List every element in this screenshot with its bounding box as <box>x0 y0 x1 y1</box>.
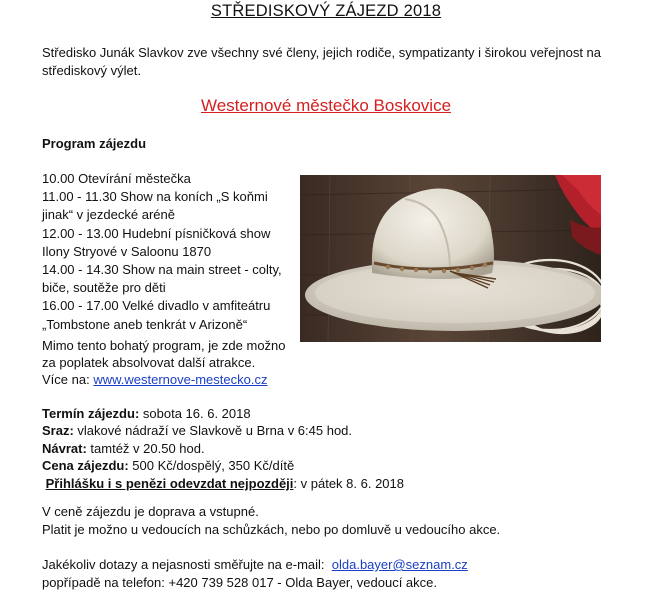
footer-line: V ceně zájezdu je doprava a vstupné. <box>42 504 259 519</box>
more-line: Mimo tento bohatý program, je zde možno <box>42 338 286 353</box>
schedule-list <box>42 170 294 334</box>
schedule-line: biče, soutěže pro děti <box>42 280 166 296</box>
program-heading: Program zájezdu <box>42 136 147 151</box>
more-line: za poplatek absolvovat další atrakce. <box>42 355 256 370</box>
contact-phone-line: popřípadě na telefon: +420 739 528 017 - Olda Bayer, vedoucí akce. <box>42 575 437 590</box>
more-info <box>42 337 302 388</box>
schedule-line: „Tombstone aneb tenkrát v Arizoně“ <box>42 316 248 332</box>
email-link[interactable]: olda.bayer@seznam.cz <box>331 557 468 572</box>
schedule-line: 11.00 - 11.30 Show na koních „S koňmi <box>42 189 268 205</box>
cena-label: Cena zájezdu: <box>42 458 129 474</box>
detail-prihlasku <box>42 475 602 492</box>
footer-contact <box>42 556 622 592</box>
cena-value: 500 Kč/dospělý, 350 Kč/dítě <box>128 458 295 474</box>
termin-label: Termín zájezdu: <box>42 406 140 421</box>
trip-details <box>42 405 602 492</box>
detail-cena <box>42 457 602 474</box>
termin-value: sobota 16. 6. 2018 <box>139 406 251 421</box>
sraz-value: vlakové nádraží ve Slavkově u Brna v 6:45 hod. <box>73 423 353 439</box>
detail-sraz <box>42 422 602 439</box>
contact-email-line <box>42 556 622 574</box>
detail-navrat <box>42 440 602 457</box>
prihlasku-value: : v pátek 8. 6. 2018 <box>293 475 404 491</box>
schedule-line: 12.00 - 13.00 Hudební písničková show <box>42 225 271 241</box>
prihlasku-label: Přihlášku i s penězi odevzdat nejpozději <box>45 475 294 491</box>
event-subtitle: Westernové městečko Boskovice <box>200 96 452 115</box>
navrat-label: Návrat: <box>42 440 87 456</box>
intro-paragraph: Středisko Junák Slavkov zve všechny své členy, jejich rodiče, sympatizanty i širokou veřejnost na střediskový výlet. <box>42 45 602 78</box>
schedule-line: 10.00 Otevírání městečka <box>42 171 191 186</box>
schedule-line: jinak“ v jezdecké aréně <box>42 207 175 223</box>
schedule-line: 14.00 - 14.30 Show na main street - colty, <box>42 262 282 278</box>
more-link-line <box>42 371 302 388</box>
schedule-line: 16.00 - 17.00 Velké divadlo v amfiteátru <box>42 298 271 314</box>
cowboy-hat-photo <box>300 175 601 342</box>
footer-payment <box>42 503 622 539</box>
detail-termin <box>42 405 602 422</box>
footer-line: Platit je možno u vedoucích na schůzkách, nebo po domluvě u vedoucího akce. <box>42 522 501 537</box>
website-link[interactable]: www.westernove-mestecko.cz <box>93 372 268 387</box>
email-prefix: Jakékoliv dotazy a nejasnosti směřujte na e-mail: <box>42 557 325 572</box>
sraz-label: Sraz: <box>42 423 74 439</box>
navrat-value: tamtéž v 20.50 hod. <box>86 440 205 456</box>
link-prefix: Více na: <box>42 372 90 387</box>
page-title: STŘEDISKOVÝ ZÁJEZD 2018 <box>210 2 442 20</box>
schedule-line: Ilony Stryové v Saloonu 1870 <box>42 243 212 259</box>
